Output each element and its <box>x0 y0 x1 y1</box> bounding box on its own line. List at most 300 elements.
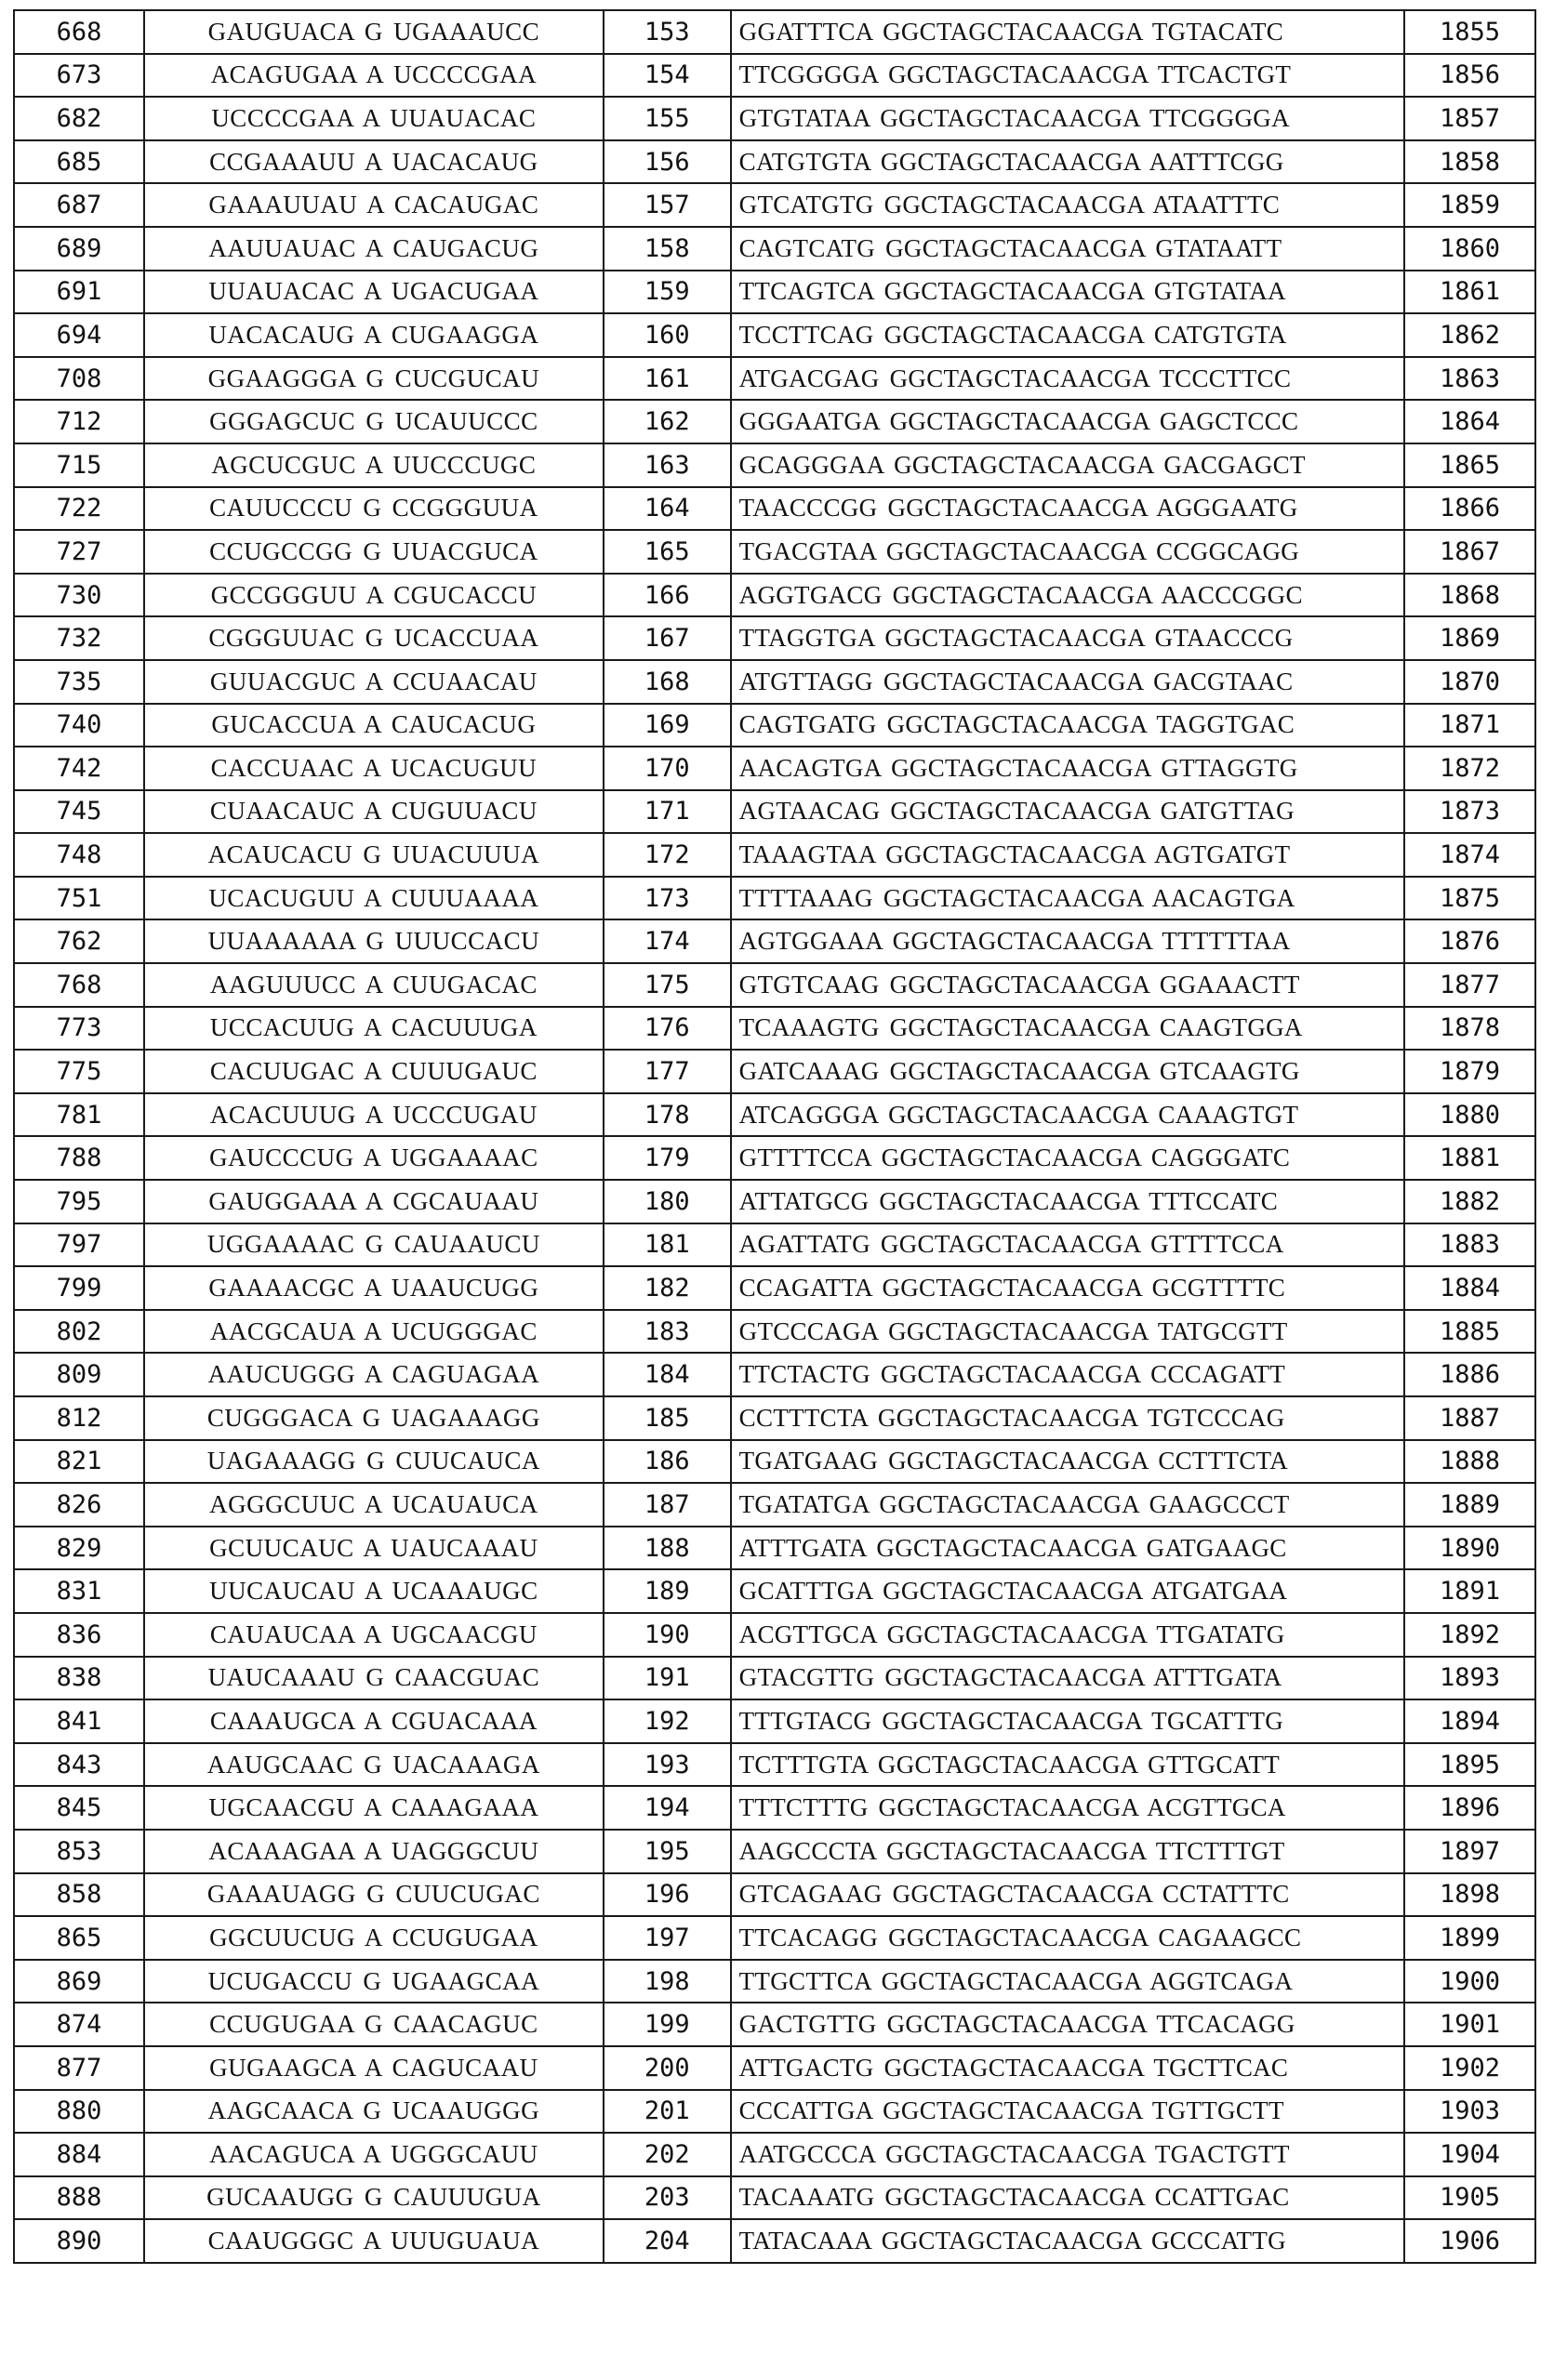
table-row <box>14 140 1535 184</box>
enzyme-sequence-cell: TTAGGTGA GGCTAGCTACAACGA GTAACCCG <box>731 616 1404 660</box>
enzyme-sequence-cell: AATGCCCA GGCTAGCTACAACGA TGACTGTT <box>731 2133 1404 2176</box>
enzyme-sequence-cell: AGTAACAG GGCTAGCTACAACGA GATGTTAG <box>731 790 1404 834</box>
table-row <box>14 443 1535 487</box>
position-cell: 865 <box>14 1916 144 1960</box>
substrate-sequence-cell: GAAAACGC A UAAUCUGG <box>144 1266 604 1310</box>
enzyme-seq-id-cell: 1855 <box>1404 10 1535 54</box>
substrate-sequence-cell: UCACUGUU A CUUUAAAA <box>144 877 604 920</box>
position-cell: 727 <box>14 530 144 574</box>
position-cell: 712 <box>14 400 144 443</box>
substrate-seq-id-cell: 202 <box>604 2133 731 2176</box>
enzyme-sequence-cell: TAACCCGG GGCTAGCTACAACGA AGGGAATG <box>731 487 1404 531</box>
table-row <box>14 963 1535 1007</box>
substrate-seq-id-cell: 158 <box>604 227 731 271</box>
position-cell: 841 <box>14 1699 144 1743</box>
position-cell: 858 <box>14 1873 144 1917</box>
substrate-sequence-cell: AAUGCAAC G UACAAAGA <box>144 1743 604 1787</box>
substrate-seq-id-cell: 167 <box>604 616 731 660</box>
substrate-sequence-cell: CAAAUGCA A CGUACAAA <box>144 1699 604 1743</box>
enzyme-sequence-cell: AGTGGAAA GGCTAGCTACAACGA TTTTTTAA <box>731 919 1404 963</box>
table-row <box>14 487 1535 531</box>
substrate-seq-id-cell: 160 <box>604 313 731 357</box>
substrate-seq-id-cell: 173 <box>604 877 731 920</box>
enzyme-sequence-cell: TGATGAAG GGCTAGCTACAACGA CCTTTCTA <box>731 1440 1404 1484</box>
substrate-sequence-cell: AAUUAUAC A CAUGACUG <box>144 227 604 271</box>
substrate-sequence-cell: AGCUCGUC A UUCCCUGC <box>144 443 604 487</box>
enzyme-seq-id-cell: 1902 <box>1404 2046 1535 2090</box>
position-cell: 821 <box>14 1440 144 1484</box>
enzyme-sequence-cell: GCATTTGA GGCTAGCTACAACGA ATGATGAA <box>731 1569 1404 1613</box>
substrate-seq-id-cell: 159 <box>604 271 731 314</box>
enzyme-seq-id-cell: 1882 <box>1404 1180 1535 1223</box>
position-cell: 831 <box>14 1569 144 1613</box>
table-row <box>14 1657 1535 1700</box>
enzyme-sequence-cell: TGATATGA GGCTAGCTACAACGA GAAGCCCT <box>731 1483 1404 1527</box>
table-row <box>14 2176 1535 2220</box>
table-row <box>14 10 1535 54</box>
position-cell: 788 <box>14 1136 144 1180</box>
substrate-seq-id-cell: 164 <box>604 487 731 531</box>
enzyme-sequence-cell: GGATTTCA GGCTAGCTACAACGA TGTACATC <box>731 10 1404 54</box>
table-row <box>14 183 1535 227</box>
position-cell: 809 <box>14 1353 144 1396</box>
enzyme-seq-id-cell: 1878 <box>1404 1007 1535 1051</box>
enzyme-seq-id-cell: 1888 <box>1404 1440 1535 1484</box>
position-cell: 745 <box>14 790 144 834</box>
substrate-sequence-cell: CACCUAAC A UCACUGUU <box>144 747 604 790</box>
table-row <box>14 2090 1535 2134</box>
substrate-sequence-cell: AAGCAACA G UCAAUGGG <box>144 2090 604 2134</box>
table-row <box>14 877 1535 920</box>
enzyme-seq-id-cell: 1880 <box>1404 1093 1535 1137</box>
substrate-sequence-cell: ACAGUGAA A UCCCCGAA <box>144 54 604 98</box>
table-row <box>14 1223 1535 1267</box>
enzyme-seq-id-cell: 1858 <box>1404 140 1535 184</box>
position-cell: 795 <box>14 1180 144 1223</box>
enzyme-sequence-cell: TTCAGTCA GGCTAGCTACAACGA GTGTATAA <box>731 271 1404 314</box>
substrate-sequence-cell: GUCACCUA A CAUCACUG <box>144 704 604 747</box>
enzyme-seq-id-cell: 1874 <box>1404 833 1535 877</box>
enzyme-sequence-cell: GTACGTTG GGCTAGCTACAACGA ATTTGATA <box>731 1657 1404 1700</box>
substrate-sequence-cell: UGCAACGU A CAAAGAAA <box>144 1786 604 1830</box>
enzyme-sequence-cell: ATTGACTG GGCTAGCTACAACGA TGCTTCAC <box>731 2046 1404 2090</box>
table-row <box>14 1699 1535 1743</box>
enzyme-seq-id-cell: 1886 <box>1404 1353 1535 1396</box>
substrate-sequence-cell: UAGAAAGG G CUUCAUCA <box>144 1440 604 1484</box>
enzyme-sequence-cell: TACAAATG GGCTAGCTACAACGA CCATTGAC <box>731 2176 1404 2220</box>
position-cell: 762 <box>14 919 144 963</box>
position-cell: 691 <box>14 271 144 314</box>
enzyme-sequence-cell: CCTTTCTA GGCTAGCTACAACGA TGTCCCAG <box>731 1396 1404 1440</box>
enzyme-sequence-cell: GTCATGTG GGCTAGCTACAACGA ATAATTTC <box>731 183 1404 227</box>
position-cell: 730 <box>14 574 144 617</box>
position-cell: 668 <box>14 10 144 54</box>
table-row <box>14 271 1535 314</box>
position-cell: 768 <box>14 963 144 1007</box>
substrate-seq-id-cell: 184 <box>604 1353 731 1396</box>
substrate-seq-id-cell: 181 <box>604 1223 731 1267</box>
substrate-seq-id-cell: 182 <box>604 1266 731 1310</box>
table-row <box>14 833 1535 877</box>
substrate-sequence-cell: ACAAAGAA A UAGGGCUU <box>144 1830 604 1873</box>
enzyme-sequence-cell: AGATTATG GGCTAGCTACAACGA GTTTTCCA <box>731 1223 1404 1267</box>
enzyme-sequence-cell: TCCTTCAG GGCTAGCTACAACGA CATGTGTA <box>731 313 1404 357</box>
position-cell: 812 <box>14 1396 144 1440</box>
substrate-seq-id-cell: 187 <box>604 1483 731 1527</box>
enzyme-sequence-cell: TTTCTTTG GGCTAGCTACAACGA ACGTTGCA <box>731 1786 1404 1830</box>
enzyme-seq-id-cell: 1905 <box>1404 2176 1535 2220</box>
enzyme-sequence-cell: ATTTGATA GGCTAGCTACAACGA GATGAAGC <box>731 1527 1404 1570</box>
enzyme-seq-id-cell: 1894 <box>1404 1699 1535 1743</box>
table-row <box>14 2003 1535 2046</box>
table-row <box>14 660 1535 704</box>
table-row <box>14 1527 1535 1570</box>
substrate-seq-id-cell: 193 <box>604 1743 731 1787</box>
substrate-sequence-cell: GAUCCCUG A UGGAAAAC <box>144 1136 604 1180</box>
table-row <box>14 2046 1535 2090</box>
enzyme-sequence-cell: ACGTTGCA GGCTAGCTACAACGA TTGATATG <box>731 1613 1404 1657</box>
substrate-seq-id-cell: 179 <box>604 1136 731 1180</box>
enzyme-sequence-cell: CAGTGATG GGCTAGCTACAACGA TAGGTGAC <box>731 704 1404 747</box>
enzyme-sequence-cell: TGACGTAA GGCTAGCTACAACGA CCGGCAGG <box>731 530 1404 574</box>
position-cell: 715 <box>14 443 144 487</box>
substrate-seq-id-cell: 195 <box>604 1830 731 1873</box>
substrate-sequence-cell: UGGAAAAC G CAUAAUCU <box>144 1223 604 1267</box>
position-cell: 740 <box>14 704 144 747</box>
table-row <box>14 1960 1535 2003</box>
enzyme-seq-id-cell: 1897 <box>1404 1830 1535 1873</box>
substrate-sequence-cell: GAAAUAGG G CUUCUGAC <box>144 1873 604 1917</box>
substrate-sequence-cell: CAAUGGGC A UUUGUAUA <box>144 2219 604 2263</box>
substrate-seq-id-cell: 197 <box>604 1916 731 1960</box>
enzyme-sequence-cell: GTTTTCCA GGCTAGCTACAACGA CAGGGATC <box>731 1136 1404 1180</box>
substrate-sequence-cell: ACAUCACU G UUACUUUA <box>144 833 604 877</box>
substrate-seq-id-cell: 171 <box>604 790 731 834</box>
position-cell: 853 <box>14 1830 144 1873</box>
enzyme-sequence-cell: CCCATTGA GGCTAGCTACAACGA TGTTGCTT <box>731 2090 1404 2134</box>
position-cell: 748 <box>14 833 144 877</box>
substrate-seq-id-cell: 168 <box>604 660 731 704</box>
enzyme-seq-id-cell: 1884 <box>1404 1266 1535 1310</box>
enzyme-sequence-cell: ATTATGCG GGCTAGCTACAACGA TTTCCATC <box>731 1180 1404 1223</box>
table-row <box>14 1353 1535 1396</box>
enzyme-seq-id-cell: 1872 <box>1404 747 1535 790</box>
enzyme-seq-id-cell: 1870 <box>1404 660 1535 704</box>
substrate-seq-id-cell: 176 <box>604 1007 731 1051</box>
table-row <box>14 1310 1535 1354</box>
table-row <box>14 1873 1535 1917</box>
enzyme-seq-id-cell: 1866 <box>1404 487 1535 531</box>
substrate-seq-id-cell: 188 <box>604 1527 731 1570</box>
position-cell: 781 <box>14 1093 144 1137</box>
table-row <box>14 1180 1535 1223</box>
substrate-sequence-cell: CAUUCCCU G CCGGGUUA <box>144 487 604 531</box>
substrate-sequence-cell: CCUGCCGG G UUACGUCA <box>144 530 604 574</box>
enzyme-seq-id-cell: 1883 <box>1404 1223 1535 1267</box>
table-row <box>14 790 1535 834</box>
enzyme-sequence-cell: ATCAGGGA GGCTAGCTACAACGA CAAAGTGT <box>731 1093 1404 1137</box>
enzyme-seq-id-cell: 1862 <box>1404 313 1535 357</box>
position-cell: 673 <box>14 54 144 98</box>
enzyme-sequence-cell: GTCAGAAG GGCTAGCTACAACGA CCTATTTC <box>731 1873 1404 1917</box>
table-row <box>14 357 1535 401</box>
enzyme-seq-id-cell: 1891 <box>1404 1569 1535 1613</box>
enzyme-sequence-cell: GTGTCAAG GGCTAGCTACAACGA GGAAACTT <box>731 963 1404 1007</box>
table-row <box>14 1916 1535 1960</box>
position-cell: 742 <box>14 747 144 790</box>
table-row <box>14 616 1535 660</box>
position-cell: 880 <box>14 2090 144 2134</box>
enzyme-seq-id-cell: 1900 <box>1404 1960 1535 2003</box>
table-row <box>14 54 1535 98</box>
substrate-sequence-cell: UAUCAAAU G CAACGUAC <box>144 1657 604 1700</box>
table-row <box>14 1396 1535 1440</box>
enzyme-sequence-cell: AAGCCCTA GGCTAGCTACAACGA TTCTTTGT <box>731 1830 1404 1873</box>
enzyme-sequence-cell: GTGTATAA GGCTAGCTACAACGA TTCGGGGA <box>731 97 1404 140</box>
substrate-sequence-cell: CUAACAUC A CUGUUACU <box>144 790 604 834</box>
enzyme-sequence-cell: CCAGATTA GGCTAGCTACAACGA GCGTTTTC <box>731 1266 1404 1310</box>
substrate-seq-id-cell: 166 <box>604 574 731 617</box>
substrate-sequence-cell: AACGCAUA A UCUGGGAC <box>144 1310 604 1354</box>
table-row <box>14 1050 1535 1093</box>
enzyme-seq-id-cell: 1859 <box>1404 183 1535 227</box>
position-cell: 877 <box>14 2046 144 2090</box>
substrate-sequence-cell: UUAAAAAA G UUUCCACU <box>144 919 604 963</box>
position-cell: 802 <box>14 1310 144 1354</box>
substrate-seq-id-cell: 201 <box>604 2090 731 2134</box>
table-row <box>14 704 1535 747</box>
table-row <box>14 1569 1535 1613</box>
position-cell: 838 <box>14 1657 144 1700</box>
enzyme-sequence-cell: TTTTAAAG GGCTAGCTACAACGA AACAGTGA <box>731 877 1404 920</box>
substrate-seq-id-cell: 162 <box>604 400 731 443</box>
enzyme-seq-id-cell: 1864 <box>1404 400 1535 443</box>
substrate-sequence-cell: AAUCUGGG A CAGUAGAA <box>144 1353 604 1396</box>
substrate-seq-id-cell: 165 <box>604 530 731 574</box>
substrate-sequence-cell: AGGGCUUC A UCAUAUCA <box>144 1483 604 1527</box>
enzyme-sequence-cell: TTGCTTCA GGCTAGCTACAACGA AGGTCAGA <box>731 1960 1404 2003</box>
table-row <box>14 1743 1535 1787</box>
substrate-sequence-cell: UUAUACAC A UGACUGAA <box>144 271 604 314</box>
enzyme-seq-id-cell: 1899 <box>1404 1916 1535 1960</box>
enzyme-seq-id-cell: 1904 <box>1404 2133 1535 2176</box>
substrate-seq-id-cell: 157 <box>604 183 731 227</box>
table-row <box>14 1007 1535 1051</box>
table-row <box>14 2133 1535 2176</box>
substrate-sequence-cell: GUUACGUC A CCUAACAU <box>144 660 604 704</box>
enzyme-seq-id-cell: 1896 <box>1404 1786 1535 1830</box>
substrate-seq-id-cell: 189 <box>604 1569 731 1613</box>
table-row <box>14 227 1535 271</box>
enzyme-sequence-cell: CATGTGTA GGCTAGCTACAACGA AATTTCGG <box>731 140 1404 184</box>
table-row <box>14 1440 1535 1484</box>
substrate-seq-id-cell: 194 <box>604 1786 731 1830</box>
enzyme-sequence-cell: TTCACAGG GGCTAGCTACAACGA CAGAAGCC <box>731 1916 1404 1960</box>
position-cell: 773 <box>14 1007 144 1051</box>
enzyme-seq-id-cell: 1901 <box>1404 2003 1535 2046</box>
position-cell: 775 <box>14 1050 144 1093</box>
substrate-seq-id-cell: 196 <box>604 1873 731 1917</box>
table-row <box>14 1483 1535 1527</box>
substrate-sequence-cell: GCCGGGUU A CGUCACCU <box>144 574 604 617</box>
substrate-seq-id-cell: 172 <box>604 833 731 877</box>
enzyme-sequence-cell: ATGACGAG GGCTAGCTACAACGA TCCCTTCC <box>731 357 1404 401</box>
position-cell: 722 <box>14 487 144 531</box>
position-cell: 874 <box>14 2003 144 2046</box>
substrate-seq-id-cell: 186 <box>604 1440 731 1484</box>
position-cell: 685 <box>14 140 144 184</box>
enzyme-seq-id-cell: 1867 <box>1404 530 1535 574</box>
substrate-sequence-cell: CCUGUGAA G CAACAGUC <box>144 2003 604 2046</box>
enzyme-seq-id-cell: 1856 <box>1404 54 1535 98</box>
substrate-sequence-cell: GAUGGAAA A CGCAUAAU <box>144 1180 604 1223</box>
enzyme-seq-id-cell: 1895 <box>1404 1743 1535 1787</box>
enzyme-seq-id-cell: 1869 <box>1404 616 1535 660</box>
position-cell: 888 <box>14 2176 144 2220</box>
substrate-sequence-cell: UUCAUCAU A UCAAAUGC <box>144 1569 604 1613</box>
substrate-seq-id-cell: 199 <box>604 2003 731 2046</box>
substrate-seq-id-cell: 177 <box>604 1050 731 1093</box>
position-cell: 845 <box>14 1786 144 1830</box>
position-cell: 751 <box>14 877 144 920</box>
position-cell: 843 <box>14 1743 144 1787</box>
substrate-seq-id-cell: 190 <box>604 1613 731 1657</box>
table-row <box>14 919 1535 963</box>
enzyme-seq-id-cell: 1893 <box>1404 1657 1535 1700</box>
substrate-seq-id-cell: 183 <box>604 1310 731 1354</box>
enzyme-sequence-cell: ATGTTAGG GGCTAGCTACAACGA GACGTAAC <box>731 660 1404 704</box>
enzyme-sequence-cell: TCTTTGTA GGCTAGCTACAACGA GTTGCATT <box>731 1743 1404 1787</box>
position-cell: 890 <box>14 2219 144 2263</box>
substrate-seq-id-cell: 156 <box>604 140 731 184</box>
substrate-sequence-cell: GGAAGGGA G CUCGUCAU <box>144 357 604 401</box>
position-cell: 735 <box>14 660 144 704</box>
enzyme-seq-id-cell: 1860 <box>1404 227 1535 271</box>
substrate-seq-id-cell: 163 <box>604 443 731 487</box>
enzyme-seq-id-cell: 1877 <box>1404 963 1535 1007</box>
substrate-seq-id-cell: 191 <box>604 1657 731 1700</box>
substrate-sequence-cell: UCCACUUG A CACUUUGA <box>144 1007 604 1051</box>
enzyme-sequence-cell: GGGAATGA GGCTAGCTACAACGA GAGCTCCC <box>731 400 1404 443</box>
substrate-seq-id-cell: 155 <box>604 97 731 140</box>
enzyme-seq-id-cell: 1885 <box>1404 1310 1535 1354</box>
position-cell: 797 <box>14 1223 144 1267</box>
substrate-seq-id-cell: 204 <box>604 2219 731 2263</box>
enzyme-seq-id-cell: 1863 <box>1404 357 1535 401</box>
substrate-sequence-cell: CACUUGAC A CUUUGAUC <box>144 1050 604 1093</box>
enzyme-seq-id-cell: 1906 <box>1404 2219 1535 2263</box>
table-row <box>14 1093 1535 1137</box>
enzyme-seq-id-cell: 1865 <box>1404 443 1535 487</box>
enzyme-seq-id-cell: 1879 <box>1404 1050 1535 1093</box>
enzyme-seq-id-cell: 1890 <box>1404 1527 1535 1570</box>
substrate-seq-id-cell: 192 <box>604 1699 731 1743</box>
substrate-sequence-cell: GUGAAGCA A CAGUCAAU <box>144 2046 604 2090</box>
table-row <box>14 400 1535 443</box>
substrate-sequence-cell: UACACAUG A CUGAAGGA <box>144 313 604 357</box>
substrate-seq-id-cell: 174 <box>604 919 731 963</box>
table-row <box>14 574 1535 617</box>
enzyme-sequence-cell: TTTGTACG GGCTAGCTACAACGA TGCATTTG <box>731 1699 1404 1743</box>
substrate-seq-id-cell: 170 <box>604 747 731 790</box>
enzyme-sequence-cell: TCAAAGTG GGCTAGCTACAACGA CAAGTGGA <box>731 1007 1404 1051</box>
enzyme-seq-id-cell: 1889 <box>1404 1483 1535 1527</box>
substrate-seq-id-cell: 203 <box>604 2176 731 2220</box>
enzyme-seq-id-cell: 1903 <box>1404 2090 1535 2134</box>
enzyme-sequence-cell: TTCGGGGA GGCTAGCTACAACGA TTCACTGT <box>731 54 1404 98</box>
sequence-table <box>13 9 1536 2264</box>
enzyme-seq-id-cell: 1873 <box>1404 790 1535 834</box>
substrate-seq-id-cell: 200 <box>604 2046 731 2090</box>
table-row <box>14 530 1535 574</box>
substrate-sequence-cell: GAUGUACA G UGAAAUCC <box>144 10 604 54</box>
position-cell: 687 <box>14 183 144 227</box>
position-cell: 732 <box>14 616 144 660</box>
substrate-sequence-cell: AAGUUUCC A CUUGACAC <box>144 963 604 1007</box>
enzyme-seq-id-cell: 1857 <box>1404 97 1535 140</box>
position-cell: 829 <box>14 1527 144 1570</box>
position-cell: 799 <box>14 1266 144 1310</box>
table-row <box>14 1136 1535 1180</box>
substrate-seq-id-cell: 180 <box>604 1180 731 1223</box>
enzyme-sequence-cell: GACTGTTG GGCTAGCTACAACGA TTCACAGG <box>731 2003 1404 2046</box>
substrate-seq-id-cell: 175 <box>604 963 731 1007</box>
position-cell: 682 <box>14 97 144 140</box>
enzyme-sequence-cell: TTCTACTG GGCTAGCTACAACGA CCCAGATT <box>731 1353 1404 1396</box>
enzyme-sequence-cell: GTCCCAGA GGCTAGCTACAACGA TATGCGTT <box>731 1310 1404 1354</box>
substrate-seq-id-cell: 178 <box>604 1093 731 1137</box>
enzyme-seq-id-cell: 1868 <box>1404 574 1535 617</box>
substrate-sequence-cell: GAAAUUAU A CACAUGAC <box>144 183 604 227</box>
table-row <box>14 1266 1535 1310</box>
enzyme-sequence-cell: TAAAGTAA GGCTAGCTACAACGA AGTGATGT <box>731 833 1404 877</box>
substrate-sequence-cell: UCCCCGAA A UUAUACAC <box>144 97 604 140</box>
position-cell: 869 <box>14 1960 144 2003</box>
table-row <box>14 1830 1535 1873</box>
substrate-sequence-cell: UCUGACCU G UGAAGCAA <box>144 1960 604 2003</box>
table-row <box>14 1786 1535 1830</box>
enzyme-sequence-cell: TATACAAA GGCTAGCTACAACGA GCCCATTG <box>731 2219 1404 2263</box>
enzyme-seq-id-cell: 1861 <box>1404 271 1535 314</box>
enzyme-sequence-cell: GCAGGGAA GGCTAGCTACAACGA GACGAGCT <box>731 443 1404 487</box>
position-cell: 826 <box>14 1483 144 1527</box>
table-row <box>14 2219 1535 2263</box>
enzyme-sequence-cell: AACAGTGA GGCTAGCTACAACGA GTTAGGTG <box>731 747 1404 790</box>
position-cell: 689 <box>14 227 144 271</box>
enzyme-sequence-cell: GATCAAAG GGCTAGCTACAACGA GTCAAGTG <box>731 1050 1404 1093</box>
substrate-sequence-cell: GUCAAUGG G CAUUUGUA <box>144 2176 604 2220</box>
substrate-seq-id-cell: 153 <box>604 10 731 54</box>
position-cell: 694 <box>14 313 144 357</box>
substrate-sequence-cell: GGCUUCUG A CCUGUGAA <box>144 1916 604 1960</box>
enzyme-seq-id-cell: 1898 <box>1404 1873 1535 1917</box>
position-cell: 884 <box>14 2133 144 2176</box>
substrate-sequence-cell: CGGGUUAC G UCACCUAA <box>144 616 604 660</box>
enzyme-sequence-cell: AGGTGACG GGCTAGCTACAACGA AACCCGGC <box>731 574 1404 617</box>
table-row <box>14 97 1535 140</box>
enzyme-sequence-cell: CAGTCATG GGCTAGCTACAACGA GTATAATT <box>731 227 1404 271</box>
position-cell: 836 <box>14 1613 144 1657</box>
enzyme-seq-id-cell: 1871 <box>1404 704 1535 747</box>
substrate-seq-id-cell: 154 <box>604 54 731 98</box>
substrate-sequence-cell: CUGGGACA G UAGAAAGG <box>144 1396 604 1440</box>
substrate-seq-id-cell: 169 <box>604 704 731 747</box>
substrate-sequence-cell: AACAGUCA A UGGGCAUU <box>144 2133 604 2176</box>
substrate-sequence-cell: ACACUUUG A UCCCUGAU <box>144 1093 604 1137</box>
substrate-seq-id-cell: 161 <box>604 357 731 401</box>
enzyme-seq-id-cell: 1881 <box>1404 1136 1535 1180</box>
table-row <box>14 313 1535 357</box>
